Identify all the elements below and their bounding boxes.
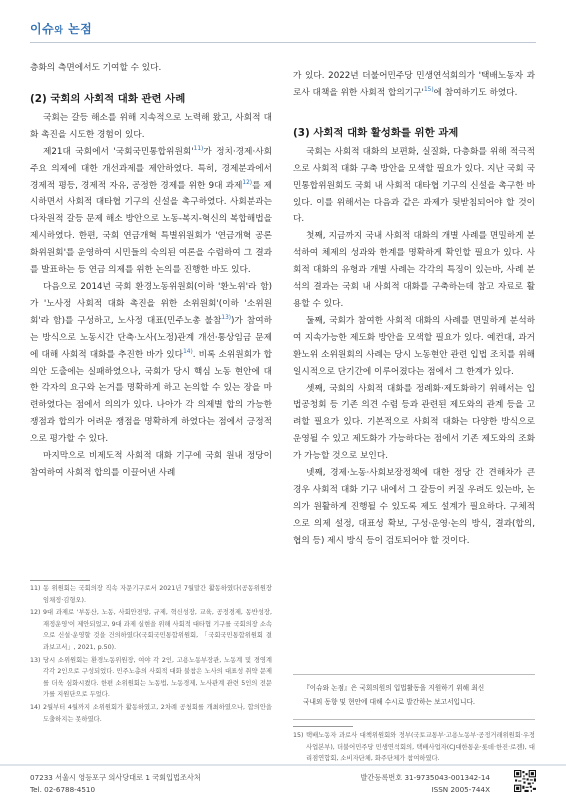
footnote-11: 11) 동 위원회는 국회의장 직속 자문기구로서 2021년 7월말간 활동하였다(공동위원장 임채정·김형오). [30,585,272,604]
paragraph: 둘째, 국회가 참여한 사회적 대화의 사례를 면밀하게 분석하여 지속가능한 제도화 방안을 모색할 필요가 있다. 예컨대, 과거 환노위 소위원회의 사례는 당시 노동현안 관련 입법 조치를 위해 일시적으로 단기간에 이루어졌다는 점에서 그 한계가 있다. [293,315,535,377]
paragraph-continued: 가 있다. 2022년 더불어민주당 민생연석회의가 '택배노동자 과로사 대책을 위한 사회적 합의기구'$^{15)}$에 참여하기도 하였다. [293,71,535,98]
paragraph: 제21대 국회에서 '국회국민통합위원회'$^{11)}$가 정치·경제·사회 주요 의제에 대한 개선과제를 제안하였다. 특히, 경제분과에서 경제적 평등, 경제적 자유, 공정한 경제를 위한 9대 과제$^{12)}$를 제시하면서 사회적 대타협 기구의 신설을 촉구하였다. 사회분과는 다차원적 갈등 문제 해소 방안으로 노동-복지-혁신의 복합해법을 제시하였다. 한편, 국회 연금개혁 특별위원회가 '연금개혁 공론화위원회'를 운영하여 시민들의 숙의된 여론을 수렴하여 그 결과를 발표하는 등 연금 의제를 위한 논의를 진행한 바도 있다. [30,145,272,276]
paragraph: 국회는 갈등 해소를 위해 지속적으로 노력해 왔고, 사회적 대화 촉진을 시도한 경험이 있다. [30,112,272,140]
footer-issn: ISSN 2005-744X [431,785,490,794]
footnote-ref-13[interactable]: 13) [221,314,232,321]
note-line-1: 『이슈와 논점』은 국회의원의 입법활동을 지원하기 위해 최신 [303,684,485,692]
page-header [0,0,566,52]
paragraph: 마지막으로 비제도적 사회적 대화 기구에 국회 원내 정당이 참여하여 사회적 합의를 이끌어낸 사례 [30,451,272,478]
footer-reg-number: 발간등록번호 31-9735043-001342-14 [360,773,490,782]
footnotes-right [293,730,535,766]
footnote-ref-11[interactable]: 11) [193,145,204,152]
paragraph: 넷째, 경제·노동·사회보장정책에 대한 정당 간 견해차가 큰 경우 사회적 대화 기구 내에서 그 갈등이 커질 우려도 있는바, 논의가 원활하게 진행될 수 있도록 제도 설계가 필요하다. 구체적으로 의제 설정, 대표성 확보, 구성·운영·논의 방식, 결과(합의, 협의 등) 제시 방식 등이 검토되어야 할 것이다. [293,468,535,546]
paragraph: 첫째, 지금까지 국내 사회적 대화의 개별 사례를 면밀하게 분석하여 체제의 성과와 한계를 명확하게 확인할 필요가 있다. 사회적 대화의 유형과 개별 사례는 각각의 특징이 있는바, 사례 분석의 결과는 국회 내 사회적 대화를 구축하는데 참고 자료로 활용할 수 있다. [293,231,535,309]
footer-address: 07233 서울시 영등포구 의사당대로 1 국회입법조사처 [30,773,201,782]
publication-title [30,20,92,37]
footnote-12: 12) 9대 과제로 '부동산, 노동, 사회안전망, 규제, 혁신성장, 교육, 공정경제, 동반성장, 재정운영'이 제안되었고, 9대 과제 실현을 위해 사회적 대타협 기구를 국회의장 소속으로 신설·운영할 것을 건의하였다(국회국민통합위원회, 「국회국민통합위원회 결과보고서」, 2021, p.50). [30,609,272,651]
title-point: 논점 [63,22,93,36]
footnote-divider [30,580,90,581]
left-column [30,60,272,482]
qr-code-icon[interactable] [514,770,536,792]
footer-contact [30,772,201,796]
footnotes-left [30,583,272,726]
section-heading-3: (3) 사회적 대화 활성화를 위한 과제 [293,126,459,139]
footnote-ref-15[interactable]: 15) [423,87,434,94]
footnote-ref-14[interactable]: 14) [183,348,193,355]
paragraph: 국회는 사회적 대화의 보편화, 실질화, 다층화를 위해 적극적으로 사회적 대화 구축 방안을 모색할 필요가 있다. 지난 국회 국민통합위원회도 국회 내 사회적 대타협 기구의 신설을 촉구한 바 있다. 이를 위해서는 다음과 같은 과제가 뒷받침되어야 할 것이다. [293,146,535,225]
title-issue: 이슈 [30,22,55,36]
footnote-13: 13) 당시 소위원회는 환경노동위원장, 여야 각 2인, 고용노동부장관, 노동계 및 경영계 각각 2인으로 구성되었다. 민주노총의 사회적 대화 불참은 노사의 대표성 취약 문제를 더욱 심화시켰다. 한편 소위원회는 노동법, 노동경제, 노사관계 관련 5인의 전문가를 지원단으로 두었다. [30,656,272,699]
paragraph: 다음으로 2014년 국회 환경노동위원회(이하 '환노위'라 함)가 '노사정 사회적 대화 촉진을 위한 소위원회'(이하 '소위원회'라 함)를 구성하고, 노사정 대표(민주노총 불참$^{13)}$)가 참여하는 방식으로 노동시간 단축·노사(노정)관계 개선·통상임금 문제에 대해 사회적 대화를 추진한 바가 있다$^{14)}$. 비록 소위원회가 합의안 도출에는 실패하였으나, 국회가 당시 핵심 노동 현안에 대한 각자의 요구와 논거를 명확하게 하고 논의할 수 있는 장을 마련하였다는 점에서 의의가 있다. 나아가 각 의제별 합의 가능한 쟁점과 합의가 어려운 쟁점을 명확하게 하였다는 점에서 긍정적으로 평가할 수 있다. [30,281,272,445]
footer-divider [0,764,566,766]
paragraph-intro: 층화의 측면에서도 기여할 수 있다. [30,63,162,73]
title-connector: 와 [54,26,64,36]
paragraph: 셋째, 국회의 사회적 대화를 정례화·제도화하기 위해서는 입법공청회 등 기존 의견 수렴 등과 관련된 제도와의 관계 등을 고려할 필요가 있다. 기본적으로 사회적 대화는 다양한 방식으로 운영될 수 있고 제도화가 가능하다는 점에서 기존 제도와의 조화가 가능할 것으로 보인다. [293,383,535,462]
note-line-2: 국내외 동향 및 현안에 대해 수시로 발간하는 보고서입니다. [303,698,476,706]
footnote-ref-12[interactable]: 12) [242,179,253,186]
footnote-15: 15) 택배노동자 과로사 대책위원회와 정부(국토교통부·고용노동부·공정거래위원회·우정사업본부), 더불어민주당 민생연석회의, 택배사업자(CJ대한통운·롯데·한진·로젠), 대리점연합회, 소비자단체, 화주단체가 참여하였다. [293,732,535,763]
publication-note-box [293,674,535,720]
footnote-divider [293,726,353,727]
footer-tel: Tel. 02-6788-4510 [30,785,96,794]
footnote-14: 14) 2월부터 4월까지 소위원회가 활동하였고, 2차례 공청회를 개최하였으나, 합의안을 도출하지는 못하였다. [30,703,272,723]
right-column [293,68,535,550]
header-divider [30,42,536,43]
section-heading-2: (2) 국회의 사회적 대화 관련 사례 [30,92,186,105]
footer-registration [361,772,490,796]
